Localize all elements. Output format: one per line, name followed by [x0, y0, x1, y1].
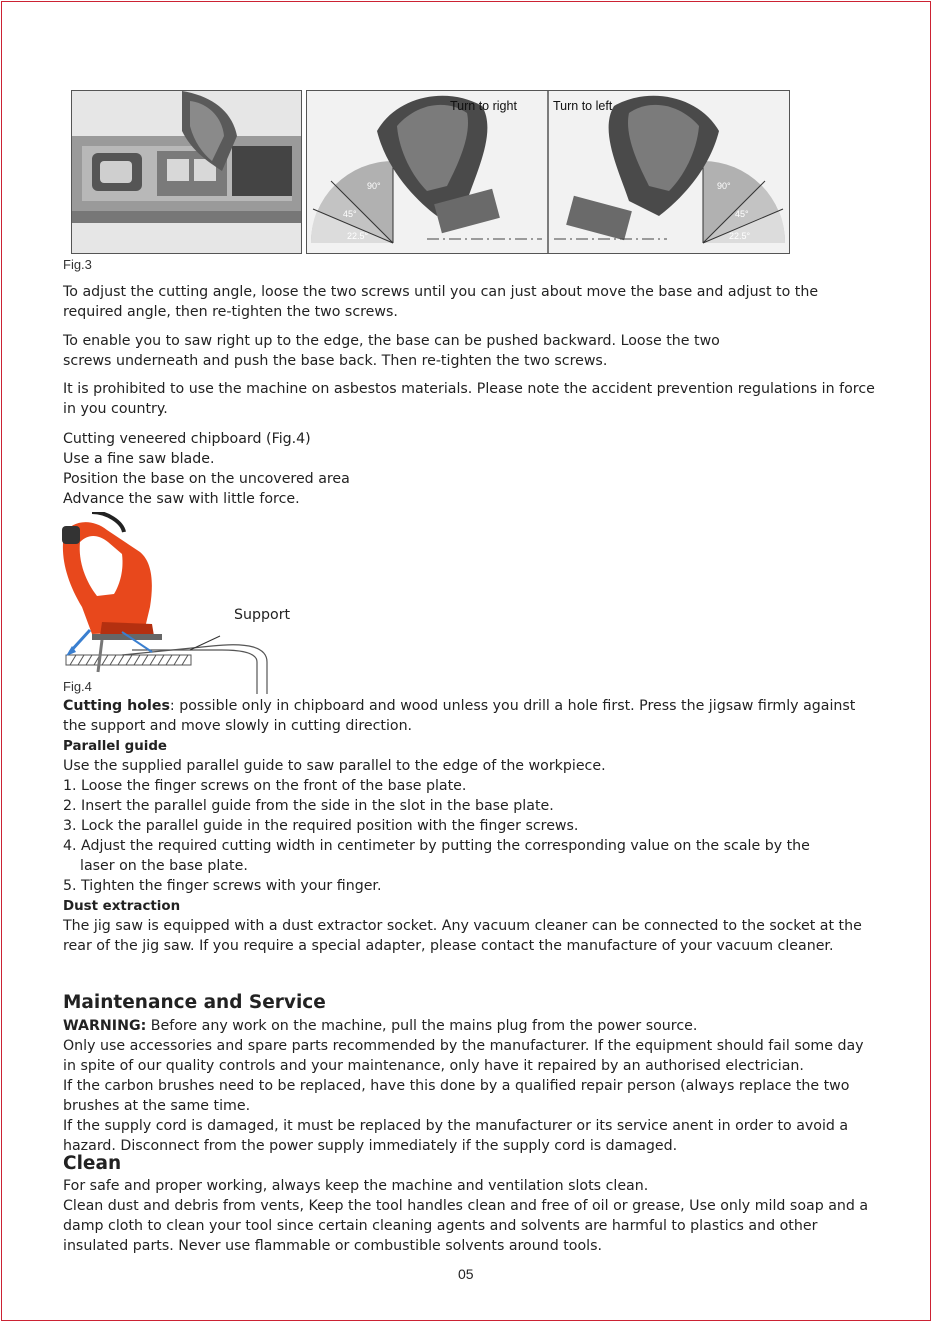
veneer-instructions	[63, 429, 875, 509]
angle-90-right: 90°	[717, 181, 731, 191]
cutting-holes-text: : possible only in chipboard and wood unless you drill a hole first. Press the jigsaw firmly against the support and move slowly in cutting direction.	[63, 698, 856, 734]
fig3-photo-angle-pair	[306, 90, 790, 254]
angle-22-left: 22.5°	[347, 231, 369, 241]
maintenance-line: If the supply cord is damaged, it must be replaced by the manufacturer or its service anent in order to avoid a hazard. Disconnect from the power supply immediately if the supply cord is damaged.	[63, 1118, 849, 1154]
parallel-guide-intro: Use the supplied parallel guide to saw parallel to the edge of the workpiece.	[63, 758, 606, 774]
angle-illustration	[307, 91, 789, 253]
parallel-guide-step: 1. Loose the finger screws on the front of the base plate.	[63, 778, 467, 794]
fig3-caption: Fig.3	[63, 257, 92, 272]
angle-45-left: 45°	[343, 209, 357, 219]
maintenance-line: Only use accessories and spare parts recommended by the manufacturer. If the equipment should fail some day in spite of our quality controls and your maintenance, only have it repaired by an authorised electrician.	[63, 1038, 864, 1074]
parallel-guide-step: 3. Lock the parallel guide in the required position with the finger screws.	[63, 818, 579, 834]
dust-extraction-text: The jig saw is equipped with a dust extractor socket. Any vacuum cleaner can be connected to the socket at the rear of the jig saw. If you require a special adapter, please contact the manufacture of your vacuum cleaner.	[63, 918, 862, 954]
veneer-line: Position the base on the uncovered area	[63, 471, 350, 487]
maintenance-heading: Maintenance and Service	[63, 992, 326, 1013]
maintenance-warning	[63, 1016, 875, 1036]
maintenance-line: If the carbon brushes need to be replaced, have this done by a qualified repair person (always replace the two brushes at the same time.	[63, 1078, 850, 1114]
paragraph-saw-to-edge-line1: To enable you to saw right up to the edge, the base can be pushed backward. Loose the two	[63, 333, 720, 349]
veneer-line: Cutting veneered chipboard (Fig.4)	[63, 431, 311, 447]
warning-label: WARNING:	[63, 1018, 147, 1034]
parallel-guide-list	[63, 756, 875, 896]
cutting-holes-title: Cutting holes	[63, 698, 170, 714]
jigsaw-on-support-illustration	[62, 512, 272, 694]
paragraph-asbestos: It is prohibited to use the machine on asbestos materials. Please note the accident prevention regulations in force in you country.	[63, 381, 875, 417]
maintenance-body	[63, 1016, 875, 1156]
parallel-guide-step: 4. Adjust the required cutting width in centimeter by putting the corresponding value on the scale by the	[63, 838, 810, 854]
paragraph-cutting-angle: To adjust the cutting angle, loose the two screws until you can just about move the base and adjust to the required angle, then re-tighten the two screws.	[63, 284, 819, 320]
fig4-illustration	[62, 512, 272, 694]
clean-heading: Clean	[63, 1153, 122, 1174]
turn-left-label: Turn to left	[553, 99, 613, 113]
base-plate-illustration	[72, 91, 301, 253]
clean-line: For safe and proper working, always keep the machine and ventilation slots clean.	[63, 1178, 649, 1194]
clean-line: Clean dust and debris from vents, Keep the tool handles clean and free of oil or grease, Use only mild soap and a damp cloth to clean your tool since certain cleaning agents and solvents are harmful to plastics and other insulated parts. Never use flammable or combustible solvents around tools.	[63, 1198, 869, 1254]
parallel-guide-heading: Parallel guide	[63, 739, 168, 754]
turn-right-label: Turn to right	[450, 99, 517, 113]
angle-45-right: 45°	[735, 209, 749, 219]
veneer-line: Use a fine saw blade.	[63, 451, 215, 467]
paragraph-saw-to-edge	[63, 331, 875, 371]
parallel-guide-step-continuation: laser on the base plate.	[80, 858, 248, 874]
parallel-guide-step: 5. Tighten the finger screws with your finger.	[63, 878, 382, 894]
angle-90-left: 90°	[367, 181, 381, 191]
cutting-holes-paragraph	[63, 696, 875, 736]
page-number: 05	[458, 1266, 474, 1282]
warning-text: Before any work on the machine, pull the mains plug from the power source.	[146, 1018, 698, 1034]
veneer-line: Advance the saw with little force.	[63, 491, 300, 507]
fig4-caption: Fig.4	[63, 679, 92, 694]
parallel-guide-step: 2. Insert the parallel guide from the side in the slot in the base plate.	[63, 798, 554, 814]
clean-body	[63, 1176, 875, 1256]
paragraph-saw-to-edge-line2: screws underneath and push the base back. Then re-tighten the two screws.	[63, 353, 608, 369]
angle-22-right: 22.5°	[729, 231, 751, 241]
support-label: Support	[234, 607, 291, 623]
dust-extraction-heading: Dust extraction	[63, 899, 181, 914]
fig3-photo-base-screws	[71, 90, 302, 254]
